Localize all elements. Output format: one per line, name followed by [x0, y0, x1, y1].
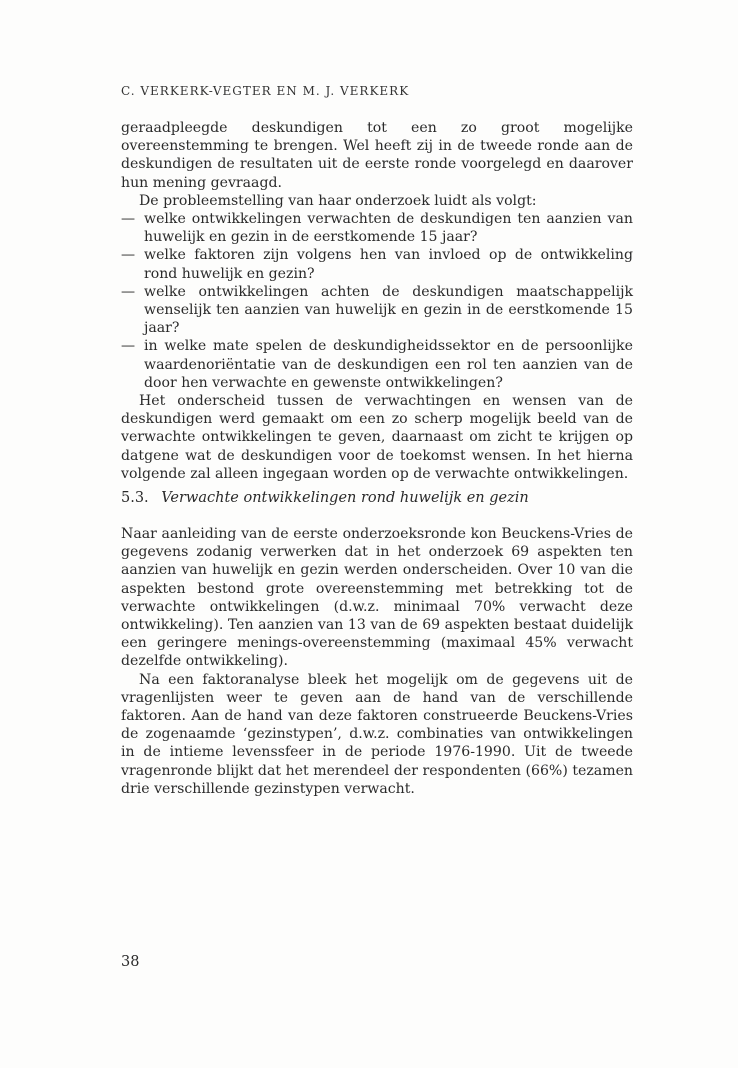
dash-marker: — [121, 338, 136, 355]
list-item-text: welke ontwikkelingen achten de deskundigen maatschappelijk wenselijk ten aanzien van huwelijk en gezin in de eerstkomende 15 jaar? [144, 283, 633, 337]
dash-marker: — [121, 211, 136, 228]
paragraph: Naar aanleiding van de eerste onderzoeksronde kon Beuckens-Vries de gegevens zodanig verwerken dat in het onderzoek 69 aspekten ten aanzien van huwelijk en gezin werden onderscheiden. Over 10 van die aspekten bestond grote overeenstemming met betrekking tot de verwachte ontwikkelingen (d.w.z. minimaal 70% verwacht deze ontwikkeling). Ten aanzien van 13 van de 69 aspekten bestaat duidelijk een geringere menings-overeenstemming (maximaal 45% verwacht dezelfde ontwikkeling). [121, 526, 633, 670]
paragraph: Het onderscheid tussen de verwachtingen en wensen van de deskundigen werd gemaakt om een zo scherp mogelijk beeld van de verwachte ontwikkelingen te geven, daarnaast om zicht te krijgen op datgene wat de deskundigen voor de toekomst wensen. In het hierna volgende zal alleen ingegaan worden op de verwachte ontwikkelingen. [121, 393, 633, 482]
section-heading [121, 489, 641, 507]
dash-marker: — [121, 283, 136, 300]
list-item [121, 210, 633, 246]
paragraph: geraadpleegde deskundigen tot een zo groot mogelijke overeenstemming te brengen. Wel heeft zij in de tweede ronde aan de deskundigen de resultaten uit de eerste ronde voorgelegd en daarover hun mening gevraagd. [121, 120, 633, 191]
paragraph: De probleemstelling van haar onderzoek luidt als volgt: [139, 192, 537, 209]
body-text-upper [121, 119, 633, 483]
page-number: 38 [121, 954, 140, 970]
list-item-text: welke ontwikkelingen verwachten de deskundigen ten aanzien van huwelijk en gezin in de eerstkomende 15 jaar? [144, 211, 633, 246]
list-item [121, 337, 633, 392]
list-item-text: welke faktoren zijn volgens hen van invloed op de ontwikkeling rond huwelijk en gezin? [144, 247, 633, 282]
list-item-text: in welke mate spelen de deskundigheidssektor en de persoonlijke waardenoriëntatie van de deskundigen een rol ten aanzien van de door hen verwachte en gewenste ontwikkelingen? [144, 338, 633, 391]
paragraph: Na een faktoranalyse bleek het mogelijk om de gegevens uit de vragenlijsten weer te geven aan de hand van de verschillende faktoren. Aan de hand van deze faktoren construeerde Beuckens-Vries de zogenaamde ‘gezinstypen’, d.w.z. combinaties van ontwikkelingen in de intieme levenssfeer in de periode 1976-1990. Uit de tweede vragenronde blijkt dat het merendeel der respondenten (66%) tezamen drie verschillende gezinstypen verwacht. [121, 671, 633, 797]
dash-marker: — [121, 247, 136, 264]
body-text-lower [121, 525, 633, 798]
section-number: 5.3. [121, 490, 149, 506]
section-title: Verwachte ontwikkelingen rond huwelijk en gezin [161, 490, 529, 506]
list-item [121, 283, 633, 338]
list-item [121, 246, 633, 282]
running-head: C. VERKERK-VEGTER EN M. J. VERKERK [121, 84, 410, 98]
